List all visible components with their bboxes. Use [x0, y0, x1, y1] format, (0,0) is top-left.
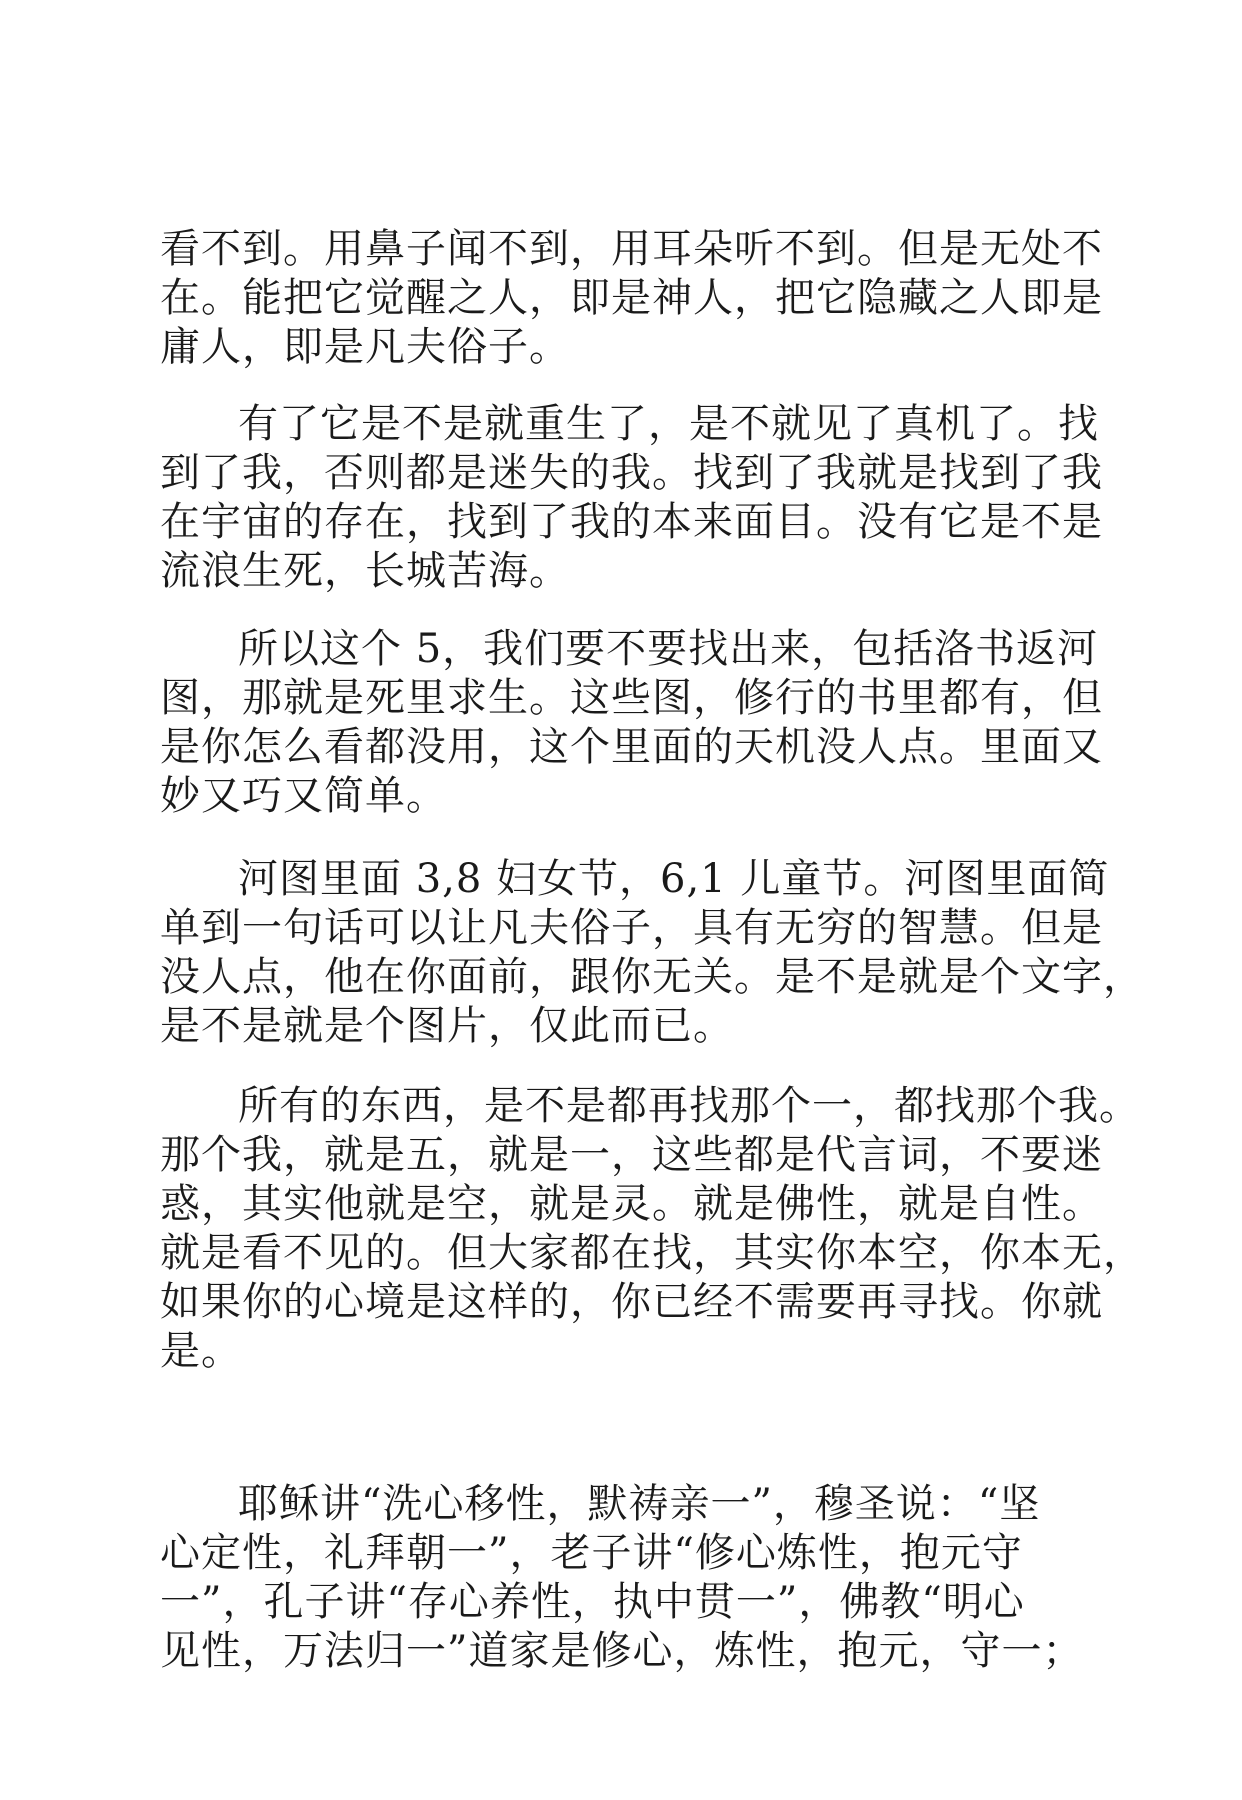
- paragraph-5: [160, 1082, 1144, 1376]
- text-line: 心定性，礼拜朝一”，老子讲“修心炼性，抱元守: [160, 1530, 1023, 1576]
- paragraph-2: [160, 400, 1103, 596]
- text-line: 是你怎么看都没用，这个里面的天机没人点。里面又: [160, 724, 1103, 770]
- text-line: 河图里面 3,8 妇女节，6,1 儿童节。河图里面简: [238, 856, 1110, 902]
- text-line: 在。能把它觉醒之人，即是神人，把它隐藏之人即是: [160, 275, 1103, 321]
- text-line: 就是看不见的。但大家都在找，其实你本空，你本无，: [160, 1230, 1144, 1276]
- paragraph-1: [160, 225, 1103, 372]
- text-line: 单到一句话可以让凡夫俗子，具有无穷的智慧。但是: [160, 905, 1103, 951]
- text-line: 流浪生死，长城苦海。: [160, 548, 570, 594]
- text-line: 一”，孔子讲“存心养性，执中贯一”，佛教“明心: [160, 1579, 1025, 1625]
- text-line: 看不到。用鼻子闻不到，用耳朵听不到。但是无处不: [160, 226, 1103, 272]
- paragraph-3: [160, 625, 1103, 821]
- text-line: 到了我，否则都是迷失的我。找到了我就是找到了我: [160, 450, 1103, 496]
- text-line: 惑，其实他就是空，就是灵。就是佛性，就是自性。: [160, 1181, 1103, 1227]
- text-line: 是。: [160, 1328, 242, 1374]
- text-line: 所有的东西，是不是都再找那个一，都找那个我。: [238, 1083, 1140, 1129]
- text-line: 有了它是不是就重生了，是不就见了真机了。找: [238, 401, 1099, 447]
- text-line: 耶稣讲“洗心移性，默祷亲一”，穆圣说：“坚: [238, 1481, 1041, 1527]
- text-line: 没人点，他在你面前，跟你无关。是不是就是个文字，: [160, 954, 1144, 1000]
- text-line: 在宇宙的存在，找到了我的本来面目。没有它是不是: [160, 499, 1103, 545]
- paragraph-6: [160, 1480, 1084, 1676]
- text-line: 庸人，即是凡夫俗子。: [160, 324, 570, 370]
- text-line: 所以这个 5，我们要不要找出来，包括洛书返河: [238, 626, 1099, 672]
- text-line: 如果你的心境是这样的，你已经不需要再寻找。你就: [160, 1279, 1103, 1325]
- paragraph-4: [160, 855, 1144, 1051]
- text-line: 见性，万法归一”道家是修心，炼性，抱元，守一；: [160, 1628, 1084, 1674]
- text-line: 是不是就是个图片，仅此而已。: [160, 1003, 734, 1049]
- text-line: 那个我，就是五，就是一，这些都是代言词，不要迷: [160, 1132, 1103, 1178]
- text-line: 妙又巧又简单。: [160, 773, 447, 819]
- text-line: 图，那就是死里求生。这些图，修行的书里都有，但: [160, 675, 1103, 721]
